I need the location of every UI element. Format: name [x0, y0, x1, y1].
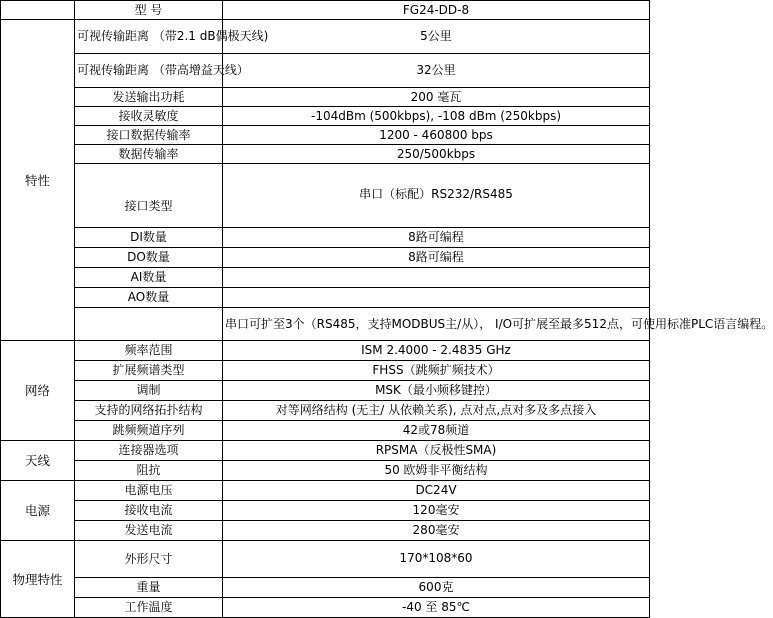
spec-value: 280毫安 [223, 521, 650, 541]
table-row [1, 461, 650, 481]
table-row [1, 248, 650, 268]
table-row [1, 126, 650, 145]
spec-label: DI数量 [75, 228, 223, 248]
spec-label: 接收灵敏度 [75, 107, 223, 126]
spec-label: DO数量 [75, 248, 223, 268]
category-network: 网络 [1, 341, 75, 441]
spec-label: 扩展频谱类型 [75, 361, 223, 381]
spec-label: 调制 [75, 381, 223, 401]
table-row [1, 341, 650, 361]
spec-value: 对等网络结构 (无主/ 从依赖关系), 点对点,点对多及多点接入 [223, 401, 650, 421]
table-row [1, 20, 650, 54]
table-row [1, 578, 650, 598]
spec-value [223, 288, 650, 308]
spec-label: 重量 [75, 578, 223, 598]
spec-label: 数据传输率 [75, 145, 223, 164]
table-row [1, 521, 650, 541]
spec-value: 42或78频道 [223, 421, 650, 441]
spec-label: AO数量 [75, 288, 223, 308]
spec-value: 200 毫瓦 [223, 88, 650, 107]
header-empty-cell [1, 1, 75, 20]
spec-label: 接口类型 [75, 164, 223, 228]
spec-value: 1200 - 460800 bps [223, 126, 650, 145]
spec-value: 32公里 [223, 54, 650, 88]
table-row [1, 88, 650, 107]
table-row [1, 598, 650, 618]
table-row [1, 481, 650, 501]
table-row [1, 381, 650, 401]
table-row [1, 308, 650, 341]
spec-value: 8路可编程 [223, 228, 650, 248]
table-row [1, 541, 650, 578]
spec-value: 120毫安 [223, 501, 650, 521]
table-row [1, 164, 650, 228]
category-power: 电源 [1, 481, 75, 541]
spec-value: 串口（标配）RS232/RS485 [223, 164, 650, 228]
model-value: FG24-DD-8 [223, 1, 650, 20]
category-antenna: 天线 [1, 441, 75, 481]
spec-label: 外形尺寸 [75, 541, 223, 578]
table-row [1, 361, 650, 381]
spec-value [223, 268, 650, 288]
spec-value: 600克 [223, 578, 650, 598]
spec-label: 发送输出功耗 [75, 88, 223, 107]
spec-value: MSK（最小频移键控） [223, 381, 650, 401]
table-row [1, 288, 650, 308]
spec-value: 串口可扩至3个（RS485，支持MODBUS主/从）， I/O可扩展至最多512点，可使用标准PLC语言编程。 [223, 308, 650, 341]
category-physical: 物理特性 [1, 541, 75, 618]
spec-value: RPSMA（反极性SMA) [223, 441, 650, 461]
spec-value: -104dBm (500kbps), -108 dBm (250kbps) [223, 107, 650, 126]
spec-value: 50 欧姆非平衡结构 [223, 461, 650, 481]
model-label: 型 号 [75, 1, 223, 20]
table-row [1, 268, 650, 288]
category-features: 特性 [1, 20, 75, 341]
table-row [1, 145, 650, 164]
spec-label: 可视传输距离 （带高增益天线） [75, 54, 223, 88]
table-row [1, 441, 650, 461]
spec-value: 170*108*60 [223, 541, 650, 578]
spec-value: -40 至 85℃ [223, 598, 650, 618]
spec-label: 连接器选项 [75, 441, 223, 461]
spec-value: FHSS（跳频扩频技术） [223, 361, 650, 381]
spec-label: 工作温度 [75, 598, 223, 618]
spec-label: 接收电流 [75, 501, 223, 521]
table-row [1, 501, 650, 521]
spec-label: 跳频频道序列 [75, 421, 223, 441]
spec-value: ISM 2.4000 - 2.4835 GHz [223, 341, 650, 361]
spec-value: 250/500kbps [223, 145, 650, 164]
table-row [1, 401, 650, 421]
spec-label: 可视传输距离 （带2.1 dB偶极天线) [75, 20, 223, 54]
spec-label: 阻抗 [75, 461, 223, 481]
spec-label: 接口数据传输率 [75, 126, 223, 145]
spec-value: DC24V [223, 481, 650, 501]
table-row [1, 107, 650, 126]
spec-label: 电源电压 [75, 481, 223, 501]
table-row [1, 228, 650, 248]
spec-label: 支持的网络拓扑结构 [75, 401, 223, 421]
spec-label: 发送电流 [75, 521, 223, 541]
table-row [1, 54, 650, 88]
spec-value: 5公里 [223, 20, 650, 54]
spec-label: AI数量 [75, 268, 223, 288]
spec-label: 频率范围 [75, 341, 223, 361]
table-row [1, 421, 650, 441]
spec-label [75, 308, 223, 341]
spec-value: 8路可编程 [223, 248, 650, 268]
header-row [1, 1, 650, 20]
